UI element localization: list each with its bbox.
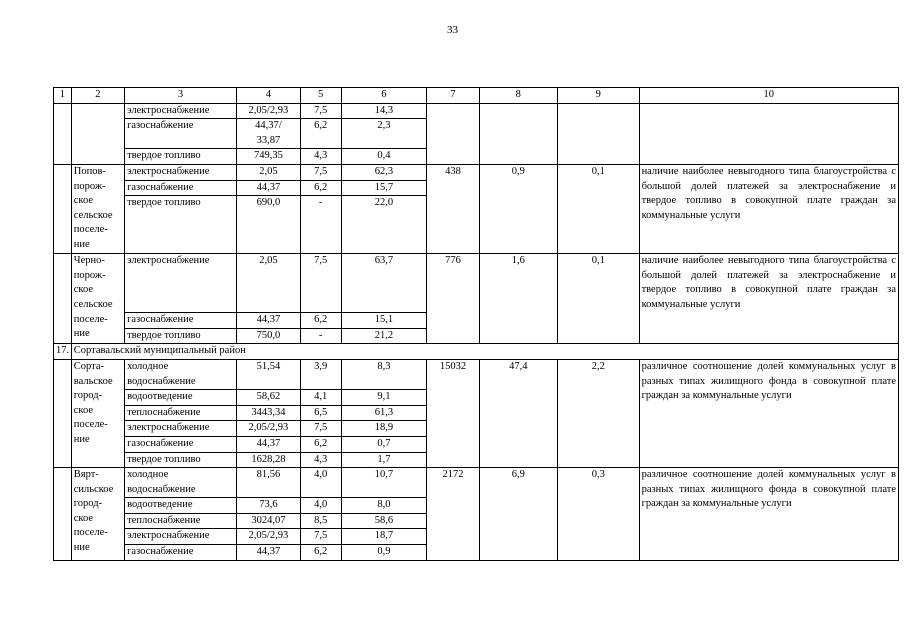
population-value: 776 [427,254,479,344]
settlement-name: Сорта- вальское город- ское поселе- ние [71,359,124,467]
note-text: наличие наиболее невыгодного типа благоустройства с большой долей платежей за электроснабжение и твердое топливо в совокупной плате граждан за коммунальные услуги [639,164,898,253]
cell-empty [54,164,72,253]
share-value: 18,7 [341,529,427,545]
cell-empty [639,103,898,164]
share-value: 8,0 [341,498,427,514]
tariff-value: 44,37 [236,436,300,452]
tariff-value: 2,05 [236,254,300,313]
share-value: 10,7 [341,468,427,498]
cell-empty [479,103,557,164]
col8-value: 1,6 [479,254,557,344]
utility-type: электроснабжение [125,529,237,545]
note-text: различное соотношение долей коммунальных услуг в разных типах жилищного фонда в совокупной плате граждан за коммунальные услуги [639,468,898,561]
growth-value: 6,2 [300,119,341,149]
tariff-value: 690,0 [236,196,300,254]
tariff-line-1: 44,37/ [255,120,282,132]
growth-value: 3,9 [300,359,341,389]
header-cell: 4 [236,88,300,104]
population-value: 15032 [427,359,479,467]
utility-type: газоснабжение [125,545,237,561]
page-number: 33 [447,24,458,36]
growth-value: - [300,328,341,344]
header-cell: 6 [341,88,427,104]
growth-value: - [300,196,341,254]
tariff-value: 3024,07 [236,513,300,529]
utility-type: твердое топливо [125,328,237,344]
utility-type: холодное водоснабжение [125,359,237,389]
utility-type: газоснабжение [125,313,237,329]
settlement-name: Черно- порож- ское сельское поселе- ние [71,254,124,344]
header-cell: 1 [54,88,72,104]
growth-value: 6,5 [300,405,341,421]
utility-type: электроснабжение [125,421,237,437]
header-cell: 3 [125,88,237,104]
share-value: 21,2 [341,328,427,344]
note-text: наличие наиболее невыгодного типа благоустройства с большой долей платежей за электроснабжение и твердое топливо в совокупной плате граждан за коммунальные услуги [639,254,898,344]
table-row [54,468,899,498]
tariff-line-2: 33,87 [256,134,281,146]
utility-type: электроснабжение [125,103,237,119]
settlement-name: Попов- порож- ское сельское поселе- ние [71,164,124,253]
cell-empty [54,359,72,467]
growth-value: 6,2 [300,313,341,329]
tariff-value: 51,54 [236,359,300,389]
share-value: 0,9 [341,545,427,561]
table-row [54,164,899,180]
tariff-value [236,119,300,149]
tariff-value: 2,05 [236,164,300,180]
col8-value: 0,9 [479,164,557,253]
share-value: 61,3 [341,405,427,421]
share-value: 15,1 [341,313,427,329]
note-text: различное соотношение долей коммунальных услуг в разных типах жилищного фонда в совокупной плате граждан за коммунальные услуги [639,359,898,467]
cell-empty [54,103,72,164]
cell-empty [427,103,479,164]
tariff-value: 750,0 [236,328,300,344]
share-value: 63,7 [341,254,427,313]
cell-empty [558,103,640,164]
share-value: 18,9 [341,421,427,437]
utility-type: газоснабжение [125,119,237,149]
growth-value: 6,2 [300,436,341,452]
table-row [54,254,899,313]
growth-value: 4,3 [300,149,341,165]
utility-type: теплоснабжение [125,405,237,421]
growth-value: 7,5 [300,529,341,545]
growth-value: 7,5 [300,254,341,313]
share-value: 15,7 [341,180,427,196]
cell-empty [54,468,72,561]
tariff-value: 58,62 [236,390,300,406]
population-value: 2172 [427,468,479,561]
header-cell: 8 [479,88,557,104]
header-cell: 7 [427,88,479,104]
cell-empty [54,254,72,344]
growth-value: 8,5 [300,513,341,529]
utility-type: твердое топливо [125,196,237,254]
tariff-value: 2,05/2,93 [236,529,300,545]
share-value: 2,3 [341,119,427,149]
tariff-value: 2,05/2,93 [236,103,300,119]
header-row [54,88,899,104]
tariff-value: 81,56 [236,468,300,498]
cell-empty [71,103,124,164]
share-value: 58,6 [341,513,427,529]
tariff-value: 3443,34 [236,405,300,421]
table-row [54,359,899,389]
header-cell: 9 [558,88,640,104]
col9-value: 0,1 [558,164,640,253]
header-cell: 2 [71,88,124,104]
growth-value: 6,2 [300,180,341,196]
utility-type: электроснабжение [125,164,237,180]
share-value: 14,3 [341,103,427,119]
header-cell: 10 [639,88,898,104]
col8-value: 6,9 [479,468,557,561]
tariff-value: 2,05/2,93 [236,421,300,437]
growth-value: 4,0 [300,468,341,498]
section-number: 17. [54,344,72,360]
growth-value: 4,0 [300,498,341,514]
col9-value: 2,2 [558,359,640,467]
growth-value: 7,5 [300,103,341,119]
utility-type: газоснабжение [125,180,237,196]
utility-type: газоснабжение [125,436,237,452]
share-value: 22,0 [341,196,427,254]
share-value: 1,7 [341,452,427,468]
tariff-value: 44,37 [236,545,300,561]
utility-type: теплоснабжение [125,513,237,529]
tariff-value: 73,6 [236,498,300,514]
tariff-value: 44,37 [236,313,300,329]
header-cell: 5 [300,88,341,104]
utility-type: холодное водоснабжение [125,468,237,498]
share-value: 62,3 [341,164,427,180]
share-value: 0,4 [341,149,427,165]
tariff-value: 1628,28 [236,452,300,468]
share-value: 0,7 [341,436,427,452]
growth-value: 7,5 [300,421,341,437]
table-row [54,103,899,119]
growth-value: 4,3 [300,452,341,468]
col9-value: 0,1 [558,254,640,344]
growth-value: 6,2 [300,545,341,561]
tariff-value: 749,35 [236,149,300,165]
growth-value: 7,5 [300,164,341,180]
tariff-table [53,87,899,561]
share-value: 9,1 [341,390,427,406]
col8-value: 47,4 [479,359,557,467]
utility-type: твердое топливо [125,452,237,468]
section-title: Сортавальский муниципальный район [71,344,898,360]
share-value: 8,3 [341,359,427,389]
settlement-name: Вярт- сильское город- ское поселе- ние [71,468,124,561]
section-row [54,344,899,360]
utility-type: водоотведение [125,390,237,406]
tariff-value: 44,37 [236,180,300,196]
utility-type: водоотведение [125,498,237,514]
col9-value: 0,3 [558,468,640,561]
utility-type: твердое топливо [125,149,237,165]
utility-type: электроснабжение [125,254,237,313]
growth-value: 4,1 [300,390,341,406]
population-value: 438 [427,164,479,253]
